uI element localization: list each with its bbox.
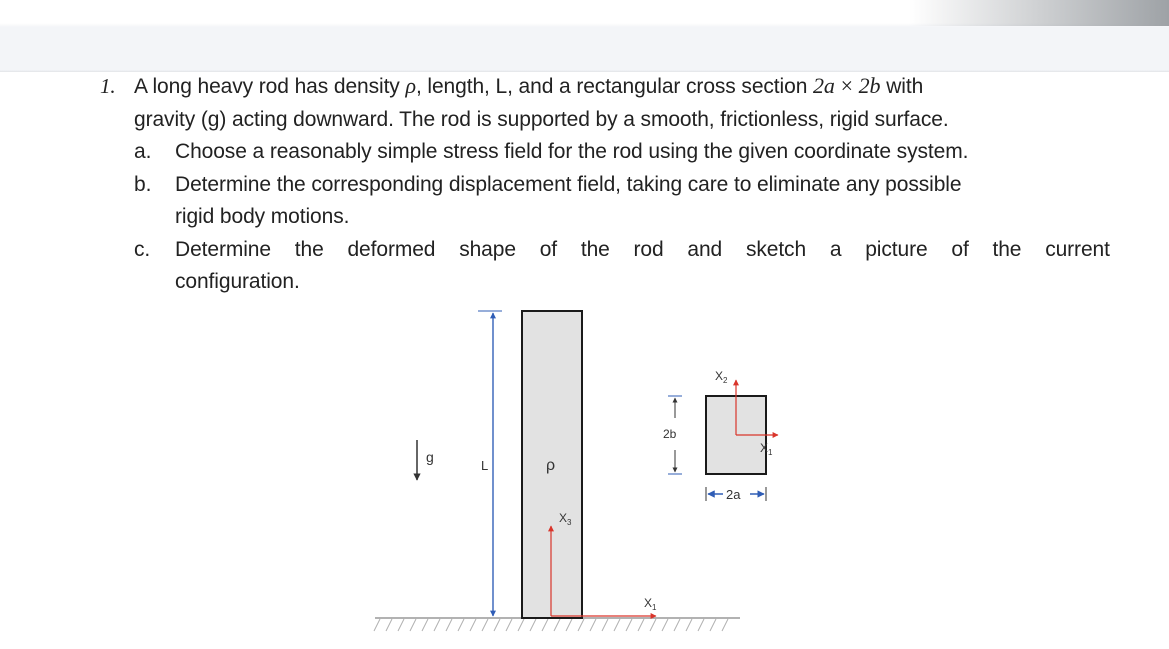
problem-number: 1. (100, 74, 116, 98)
statement-text-2: , length, L, and a rectangular cross section (415, 75, 808, 98)
part-c-word: the (294, 237, 324, 261)
part-c-word: and (687, 237, 723, 261)
header-shadow (909, 0, 1169, 26)
part-c-marker: c. (134, 237, 151, 261)
part-c-word: of (539, 237, 558, 261)
part-b-continuation: rigid body motions. (175, 205, 350, 228)
document-viewer-header (0, 0, 1169, 72)
statement-text-3: with (886, 75, 924, 98)
part-c-word: a (829, 237, 842, 261)
problem-line-1 (100, 70, 1110, 104)
height-dim-label: 2b (663, 427, 677, 441)
cs-x1-label: $X_1$ (760, 441, 773, 457)
problem-statement (100, 70, 1110, 299)
part-c-word: of (951, 237, 969, 261)
part-a-text: Choose a reasonably simple stress field for the rod using the given coordinate system. (175, 140, 969, 163)
part-c-word: sketch (745, 237, 807, 261)
part-c-word: rod (633, 237, 664, 261)
part-c-continuation: configuration. (175, 270, 300, 293)
rod-figure (360, 300, 780, 649)
width-dim-label: 2a (726, 487, 741, 502)
dimension-2b: 2b (858, 73, 881, 98)
cs-x2-label: $X_2$ (715, 369, 728, 385)
part-c-word: Determine (175, 237, 271, 261)
part-c-word: shape (459, 237, 516, 261)
density-label: ρ (546, 457, 556, 474)
part-c-word: picture (865, 237, 928, 261)
times-symbol: × (840, 73, 853, 98)
part-a-marker: a. (134, 140, 152, 163)
part-c-word: deformed (347, 237, 436, 261)
statement-text-1: A long heavy rod has density (134, 75, 400, 98)
part-c-word: the (992, 237, 1022, 261)
part-b-text-line-1: Determine the corresponding displacement field, taking care to eliminate any possible (175, 172, 962, 196)
part-c-text-line-1 (100, 234, 1110, 267)
x1-label: $X_1$ (644, 596, 657, 612)
x3-label: $X_3$ (559, 511, 572, 527)
part-c-word: the (580, 237, 610, 261)
part-a (100, 136, 1110, 169)
part-b-marker: b. (134, 172, 152, 196)
part-c-word: current (1045, 237, 1110, 261)
rho-symbol: ρ (405, 73, 416, 98)
ground-surface (374, 618, 740, 631)
gravity-label: g (426, 449, 434, 465)
part-b (100, 169, 1110, 202)
part-c (100, 234, 1110, 267)
length-label: L (481, 458, 489, 473)
dimension-2a: 2a (813, 73, 835, 98)
problem-line-2: gravity (g) acting downward. The rod is supported by a smooth, frictionless, rigid surface. (134, 107, 949, 131)
